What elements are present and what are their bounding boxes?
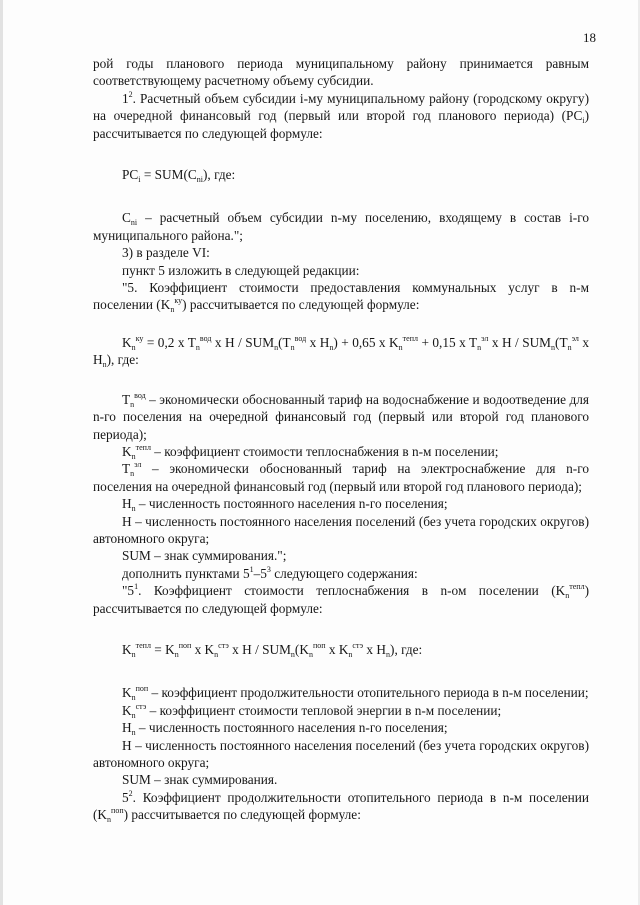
definition-t-el: $T_n^{эл}$ – экономически обоснованный тариф на электроснабжение для n-го поселения на очередной финансовый год (первый или второй год планового периода); [93, 460, 589, 494]
section-3-heading: 3) в разделе VI: [122, 245, 210, 261]
page-body [93, 55, 589, 824]
definition-hn: $H_n$ – численность постоянного населения n-го поселения; [122, 496, 448, 514]
definition-k-ste: $K_n^{стэ}$ – коэффициент стоимости тепловой энергии в n-м поселении; [122, 701, 502, 720]
definition-h: H – численность постоянного населения поселений (без учета городских округов) автономного округа; [93, 513, 589, 546]
definition-cni: $C_{ni}$ – расчетный объем субсидии n-му поселению, входящему в состав i-го муниципального района."; [93, 210, 589, 243]
scan-edge-left [0, 0, 3, 905]
page-number: 18 [583, 30, 596, 45]
definition-k-tepl: $K_n^{тепл}$ – коэффициент стоимости теплоснабжения в n-м поселении; [122, 442, 499, 461]
definition-hn-2: $H_n$ – численность постоянного населения n-го поселения; [122, 720, 448, 738]
definition-sum-2: SUM – знак суммирования. [122, 772, 278, 788]
paragraph-5-1: "$5^1$. Коэффициент стоимости теплоснабжения в n-ом поселении $(K_n^{тепл})$ рассчитывается по следующей формуле: [93, 582, 589, 616]
formula-k-tepl: $K_n^{тепл} = K_n^{поп}$ x $K_n^{стэ}$ x H / $SUM_n(K_n^{поп}$ x $K_n^{стэ}$ x $H_n$), где: [122, 640, 423, 659]
definition-k-pop: $K_n^{поп}$ – коэффициент продолжительности отопительного периода в n-м поселении; [122, 684, 589, 703]
paragraph-1-2: $1^2$. Расчетный объем субсидии i-му муниципальному району (городскому округу) на очередной финансовый год (первый или второй год планового периода) $(PC_i)$ рассчитывается по следующей формуле: [93, 89, 589, 141]
definition-t-vod: $T_n^{вод}$ – экономически обоснованный тариф на водоснабжение и водоотведение для n-го поселения на очередной финансовый год (первый или второй год планового периода); [93, 390, 589, 442]
paragraph-5: "5. Коэффициент стоимости предоставления коммунальных услуг в n-м поселении $(K_n^{ку})$ рассчитывается по следующей формуле: [93, 280, 589, 315]
paragraph-continuation: рой годы планового периода муниципальному району принимается равным соответствующему расчетному объему субсидии. [93, 56, 589, 89]
item-5-instruction: пункт 5 изложить в следующей редакции: [122, 262, 360, 278]
paragraph-5-2: $5^2$. Коэффициент продолжительности отопительного периода в n-м поселении $(K_n^{поп})$ рассчитывается по следующей формуле: [93, 788, 589, 825]
add-items-instruction: дополнить пунктами $5^1-5^3$ следующего содержания: [122, 564, 418, 581]
formula-k-ku: $K_n^{ку} = 0,2$ x $T_n^{вод}$ x H / $SUM_n(T_n^{вод}$ x $H_n) + 0,65$ x $K_n^{тепл} + 0,15$ x $T_n^{эл}$ x H / $SUM_n(T_n^{эл}$ x $H_n$), где: [93, 333, 589, 370]
formula-pc: $PC_i = SUM(C_{ni})$, где: [122, 167, 236, 185]
definition-sum: SUM – знак суммирования."; [122, 548, 287, 564]
definition-h-2: H – численность постоянного населения поселений (без учета городских округов) автономного округа; [93, 737, 589, 770]
